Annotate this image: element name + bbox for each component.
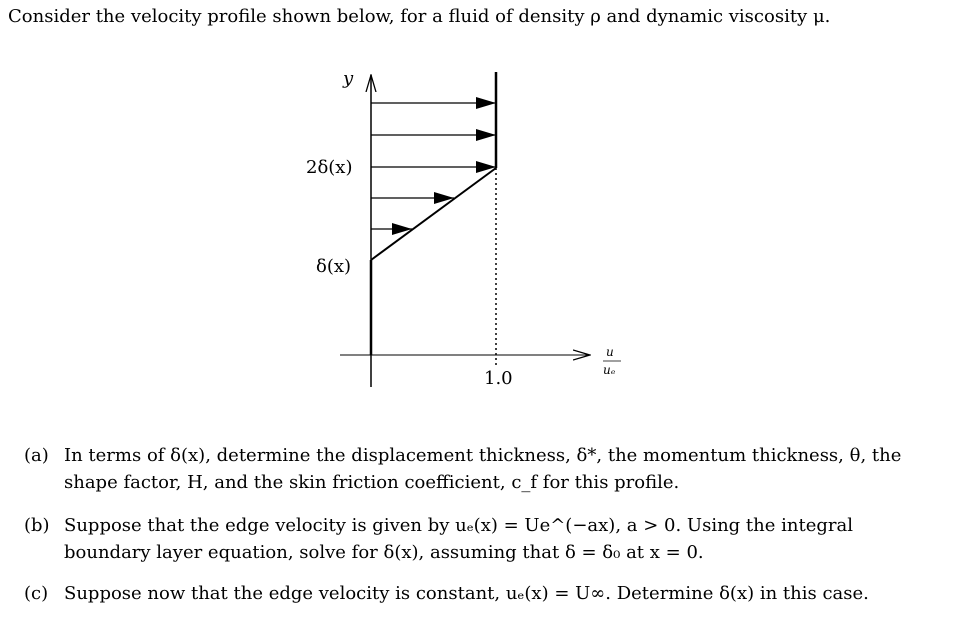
- question-a-number: (a): [24, 445, 49, 466]
- label-2delta: 2δ(x): [306, 157, 353, 178]
- question-a: [24, 442, 936, 496]
- intro-text: Consider the velocity profile shown below, for a fluid of density ρ and dynamic viscosity μ.: [8, 6, 831, 27]
- question-b: [24, 512, 936, 566]
- question-c-number: (c): [24, 583, 49, 604]
- question-b-text: Suppose that the edge velocity is given by uₑ(x) = Ue^(−ax), a > 0. Using the integral boundary layer equation, solve for δ(x), assuming that δ = δ₀ at x = 0.: [64, 515, 853, 563]
- question-a-text: In terms of δ(x), determine the displacement thickness, δ*, the momentum thickness, θ, the shape factor, H, and the skin friction coefficient, c_f for this profile.: [64, 445, 902, 493]
- question-b-number: (b): [24, 515, 50, 536]
- x-axis-label-denominator: uₑ: [603, 363, 616, 377]
- label-delta: δ(x): [316, 256, 352, 277]
- question-c: [24, 580, 936, 607]
- question-c-text: Suppose now that the edge velocity is constant, uₑ(x) = U∞. Determine δ(x) in this case.: [64, 583, 869, 604]
- y-axis-label: y: [343, 68, 354, 89]
- linear-profile-line: [371, 168, 496, 260]
- x-axis-label-numerator: u: [606, 345, 614, 359]
- tick-label-1: 1.0: [484, 368, 513, 389]
